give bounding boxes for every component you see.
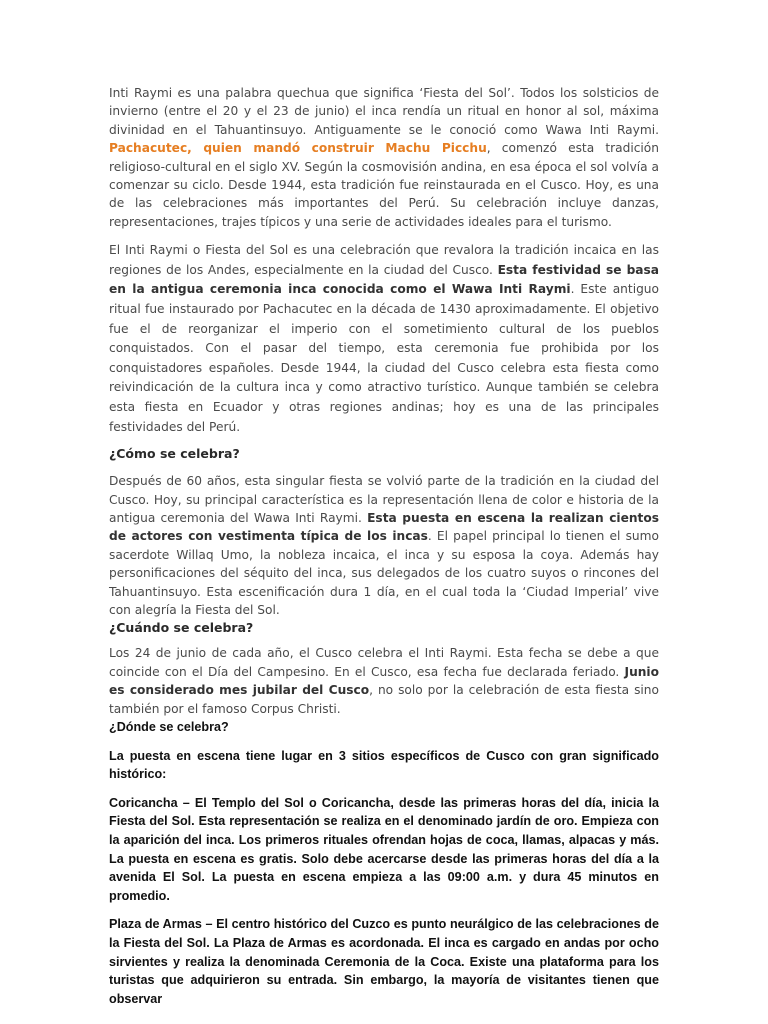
- paragraph-cuando: [109, 644, 659, 718]
- history-bold: Esta festividad se basa en la antigua ceremonia inca conocida como el Wawa Inti Raymi: [109, 262, 659, 297]
- intro-text-a: Inti Raymi es una palabra quechua que significa ‘Fiesta del Sol’. Todos los solsticios de invierno (entre el 20 y el 23 de junio) el inca rendía un ritual en honor al sol, máxima divinidad en el Tahuantinsuyo. Antiguamente se le conoció como Wawa Inti Raymi.: [109, 86, 659, 137]
- intro-highlight: Pachacutec, quien mandó construir Machu Picchu: [109, 141, 487, 156]
- paragraph-history: [109, 241, 659, 437]
- plaza-text: Plaza de Armas – El centro histórico del Cuzco es punto neurálgico de las celebraciones de la Fiesta del Sol. La Plaza de Armas es acordonada. El inca es cargado en andas por ocho sirvientes y realiza la denominada Ceremonia de la Coca. Existe una plataforma para los turistas que adquirieron su entrada. Sin embargo, la mayoría de visitantes tienen que observar: [109, 917, 659, 1006]
- como-text-b: . El papel principal lo tienen el sumo sacerdote Willaq Umo, la nobleza incaica, el inca y su esposa la coya. Además hay personificaciones del séquito del inca, sus delegados de los cuatro suyos o rincones del Tahuantinsuyo. Esta escenificación dura 1 día, en el cual toda la ‘Ciudad Imperial’ vive con alegría la Fiesta del Sol.: [109, 529, 659, 618]
- history-text-b: . Este antiguo ritual fue instaurado por Pachacutec en la década de 1430 aproximadamente. El objetivo fue el de reorganizar el imperio con el sometimiento cultural de los pueblos conquistados. Con el pasar del tiempo, esta ceremonia fue prohibida por los conquistadores españoles. Desde 1944, la ciudad del Cusco celebra esta fiesta como reivindicación de la cultura inca y como atractivo turístico. Aunque también se celebra esta fiesta en Ecuador y otras regiones andinas; hoy es una de las principales festividades del Perú.: [109, 282, 659, 434]
- cuando-bold: Junio es considerado mes jubilar del Cusco: [109, 664, 659, 698]
- como-text-a: Después de 60 años, esta singular fiesta se volvió parte de la tradición en la ciudad del Cusco. Hoy, su principal característica es la representación llena de color e historia de la antigua ceremonia del Wawa Inti Raymi.: [109, 474, 659, 525]
- history-text-a: El Inti Raymi o Fiesta del Sol es una celebración que revalora la tradición incaica en las regiones de los Andes, especialmente en la ciudad del Cusco.: [109, 243, 659, 277]
- cuando-text-b: , no solo por la celebración de esta fiesta sino también por el famoso Corpus Christi.: [109, 683, 659, 716]
- coricancha-text: Coricancha – El Templo del Sol o Coricancha, desde las primeras horas del día, inicia la Fiesta del Sol. Esta representación se realiza en el denominado jardín de oro. Empieza con la aparición del inca. Los primeros rituales ofrendan hojas de coca, llamas, alpacas y más. La puesta en escena es gratis. Solo debe acercarse desde las primeras horas del día a la avenida El Sol. La puesta en escena empieza a las 09:00 a.m. y dura 45 minutos en promedio.: [109, 795, 659, 903]
- cuando-text-a: Los 24 de junio de cada año, el Cusco celebra el Inti Raymi. Esta fecha se debe a que coincide con el Día del Campesino. En el Cusco, esa fecha fue declarada feriado.: [109, 646, 659, 679]
- intro-text-b: , comenzó esta tradición religioso-cultural en el siglo XV. Según la cosmovisión andina, en esa época el sol volvía a comenzar su ciclo. Desde 1944, esta tradición fue reinstaurada en el Cusco. Hoy, es una de las celebraciones más importantes del Perú. Su celebración incluye danzas, representaciones, trajes típicos y una serie de actividades ideales para el turismo.: [109, 141, 659, 229]
- paragraph-coricancha: [109, 794, 659, 906]
- paragraph-sitios: La puesta en escena tiene lugar en 3 sitios específicos de Cusco con gran significado histórico:: [109, 748, 659, 782]
- heading-como: ¿Cómo se celebra?: [109, 446, 240, 462]
- document-page: [109, 84, 659, 1008]
- paragraph-intro: [109, 84, 659, 231]
- paragraph-como: [109, 472, 659, 619]
- como-bold: Esta puesta en escena la realizan cientos de actores con vestimenta típica de los incas: [109, 511, 659, 544]
- heading-cuando: ¿Cuándo se celebra?: [109, 620, 254, 636]
- paragraph-plaza: [109, 915, 659, 1008]
- heading-donde: ¿Dónde se celebra?: [109, 720, 229, 735]
